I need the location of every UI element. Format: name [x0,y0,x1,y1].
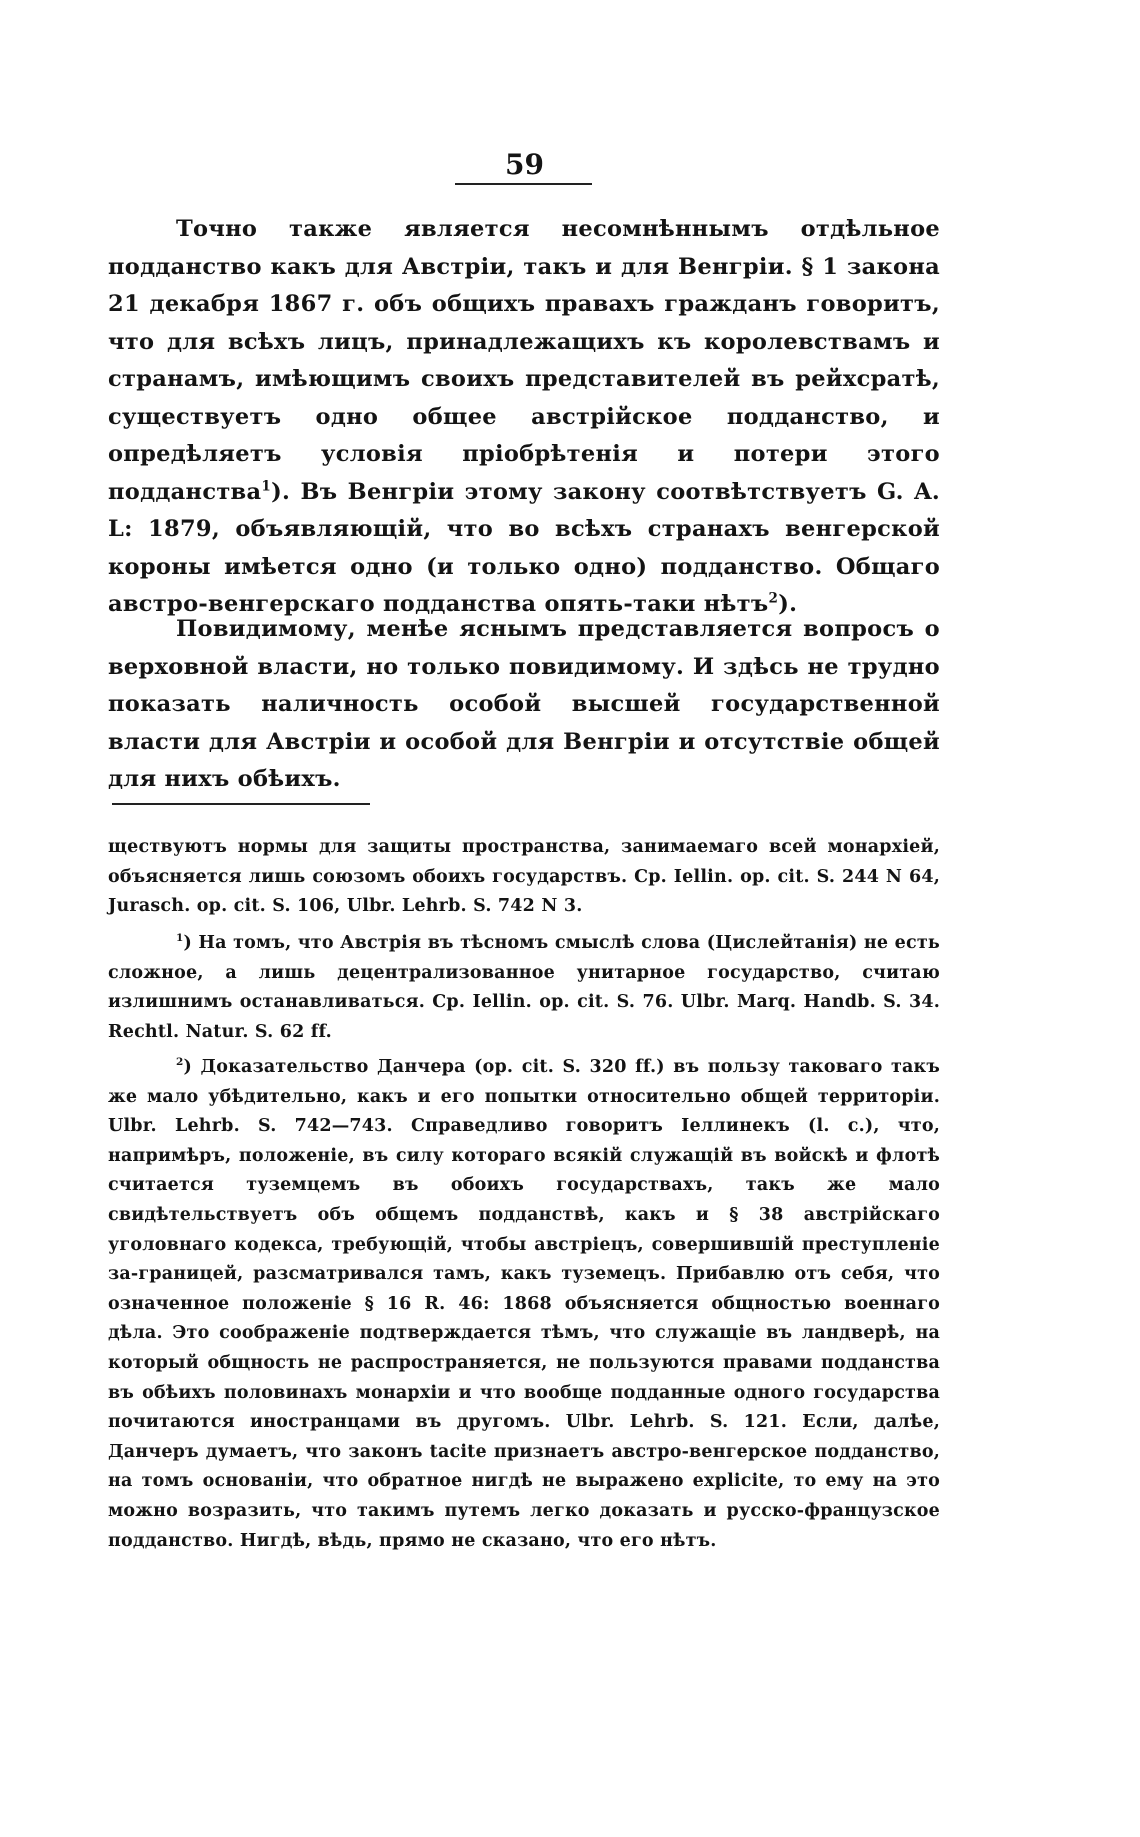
body-paragraph-2 [108,611,940,799]
paragraph-2-text: Повидимому, менѣе яснымъ представляется вопросъ о верховной власти, но только повидимому. И здѣсь не трудно показать наличность особой высшей государственной власти для Австріи и особой для Венгріи и отсутствіе общей для нихъ обѣихъ. [108,616,940,792]
footnote-ref-2: 2 [768,590,779,607]
footnote-ref-1: 1 [261,478,272,494]
footnote-2-marker: 2 [176,1056,184,1069]
footnote-2 [108,1053,940,1556]
footnote-1 [108,929,940,1047]
footnote-continued-text: ществуютъ нормы для защиты пространства, занимаемаго всей монархіей, объясняется лишь союзомъ обоихъ государствъ. Ср. Iellin. op. cit. S. 244 N 64, Jurasch. op. cit. S. 106, Ulbr. Lehrb. S. 742 N 3. [108,837,940,917]
footnote-1-text: ) На томъ, что Австрія въ тѣсномъ смыслѣ слова (Цислейтанія) не есть сложное, а лишь децентрализованное унитарное государство, считаю излишнимъ останавливаться. Ср. Iellin. op. cit. S. 76. Ulbr. Marq. Handb. S. 34. Rechtl. Natur. S. 62 ff. [108,933,940,1042]
footnote-1-marker: 1 [176,932,184,945]
page-number: 59 [505,148,544,181]
page-number-rule [455,183,592,185]
paragraph-1-text-c: ). [778,591,798,617]
footnote-continued [108,833,940,922]
body-paragraph-1 [108,211,940,624]
footnote-2-text: ) Доказательство Данчера (op. cit. S. 320 ff.) въ пользу таковаго такъ же мало убѣдительно, какъ и его попытки относительно общей территоріи. Ulbr. Lehrb. S. 742—743. Справедливо говоритъ Іеллинекъ (l. c.), что, напримѣръ, положеніе, въ силу котораго всякій служащій въ войскѣ и флотѣ считается туземцемъ въ обоихъ государствахъ, такъ же мало свидѣтельствуетъ объ общемъ подданствѣ, какъ и § 38 австрійскаго уголовнаго кодекса, требующій, чтобы австріецъ, совершившій преступленіе за-границей, разсматривался тамъ, какъ туземецъ. Прибавлю отъ себя, что означенное положеніе § 16 R. 46: 1868 объясняется общностью военнаго дѣла. Это соображеніе подтверждается тѣмъ, что служащіе въ ландверѣ, на который общность не распространяется, не пользуются правами подданства въ обѣихъ половинахъ монархіи и что вообще подданные одного государства почитаются иностранцами въ другомъ. Ulbr. Lehrb. S. 121. Если, далѣе, Данчеръ думаетъ, что законъ tacite признаетъ австро-венгерское подданство, на томъ основаніи, что обратное нигдѣ не выражено explicite, то ему на это можно возразить, что такимъ путемъ легко доказать и русско-французское подданство. Нигдѣ, вѣдь, прямо не сказано, что его нѣтъ. [108,1057,940,1551]
paragraph-1-text: Точно также является несомнѣннымъ отдѣльное подданство какъ для Австріи, такъ и для Венгріи. § 1 закона 21 декабря 1867 г. объ общихъ правахъ гражданъ говоритъ, что для всѣхъ лицъ, принадлежащихъ къ королевствамъ и странамъ, имѣющимъ своихъ представителей въ рейхсратѣ, существуетъ одно общее австрійское подданство, и опредѣляетъ условія пріобрѣтенія и потери этого подданства [108,216,940,505]
paragraph-1-text-b: ). Въ Венгріи этому закону соотвѣтствуетъ G. A. L: 1879, объявляющій, что во всѣхъ странахъ венгерской короны имѣется одно (и только одно) подданство. Общаго австро-венгерскаго подданства опять-таки нѣтъ [108,478,940,617]
footnote-rule [112,803,370,805]
